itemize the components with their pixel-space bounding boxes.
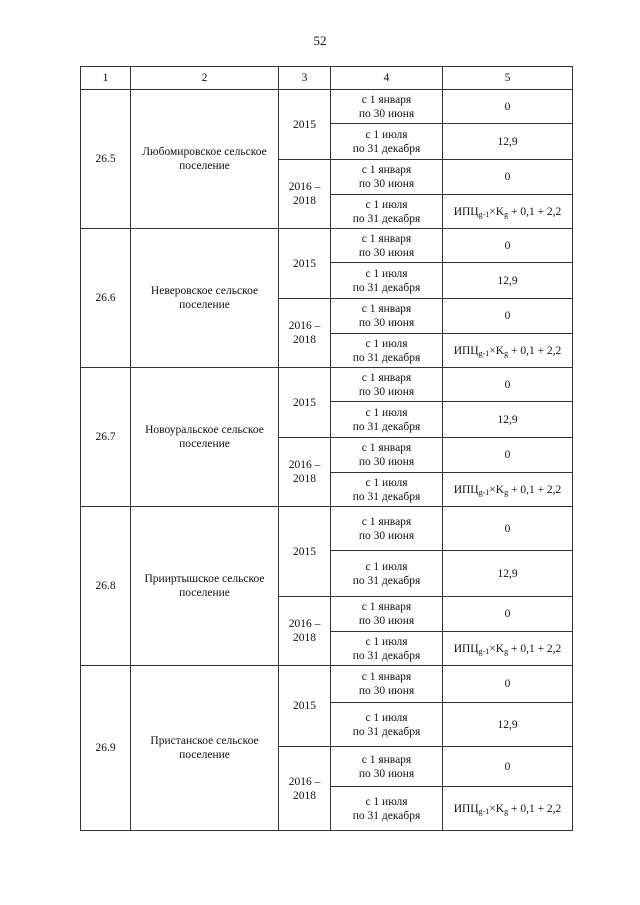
formula-subscript-prev: g-1	[478, 209, 490, 219]
formula-suffix: + 0,1 + 2,2	[508, 642, 562, 655]
settlement-name: Прииртышское сельское поселение	[131, 507, 279, 666]
formula-subscript-prev: g-1	[478, 646, 490, 656]
settlement-name: Неверовское сельское поселение	[131, 229, 279, 368]
year-range-cell: 2016 – 2018	[279, 299, 331, 368]
formula-prefix: ИПЦ	[453, 642, 479, 655]
formula-prefix: ИПЦ	[453, 344, 479, 357]
period-cell: с 1 июля по 31 декабря	[331, 703, 443, 747]
value-cell: 0	[443, 507, 573, 551]
year-cell: 2015	[279, 229, 331, 299]
value-cell: 0	[443, 368, 573, 402]
value-cell: 0	[443, 160, 573, 195]
period-cell: с 1 января по 30 июня	[331, 597, 443, 632]
formula-subscript-prev: g-1	[478, 487, 490, 497]
header-col-3: 3	[279, 67, 331, 90]
year-cell: 2015	[279, 368, 331, 438]
formula-mid: ×K	[489, 344, 505, 357]
section-code: 26.5	[81, 90, 131, 229]
section-code: 26.9	[81, 666, 131, 831]
formula-cell	[443, 632, 573, 666]
settlement-name: Любомировское сельское поселение	[131, 90, 279, 229]
formula-subscript-prev: g-1	[478, 806, 490, 816]
year-range-cell: 2016 – 2018	[279, 747, 331, 831]
year-range-cell: 2016 – 2018	[279, 438, 331, 507]
period-cell: с 1 июля по 31 декабря	[331, 787, 443, 831]
table-row	[81, 507, 573, 551]
year-cell: 2015	[279, 666, 331, 747]
value-cell: 12,9	[443, 703, 573, 747]
period-cell: с 1 января по 30 июня	[331, 299, 443, 334]
formula-prefix: ИПЦ	[453, 483, 479, 496]
period-cell: с 1 июля по 31 декабря	[331, 124, 443, 160]
value-cell: 0	[443, 229, 573, 263]
formula-suffix: + 0,1 + 2,2	[508, 483, 562, 496]
period-cell: с 1 июля по 31 декабря	[331, 402, 443, 438]
header-col-5: 5	[443, 67, 573, 90]
period-cell: с 1 июля по 31 декабря	[331, 334, 443, 368]
period-cell: с 1 июля по 31 декабря	[331, 195, 443, 229]
year-range-cell: 2016 – 2018	[279, 160, 331, 229]
value-cell: 0	[443, 747, 573, 787]
formula-mid: ×K	[489, 483, 505, 496]
header-col-2: 2	[131, 67, 279, 90]
formula-prefix: ИПЦ	[453, 205, 479, 218]
period-cell: с 1 января по 30 июня	[331, 160, 443, 195]
formula-mid: ×K	[489, 642, 505, 655]
formula-cell	[443, 787, 573, 831]
value-cell: 12,9	[443, 402, 573, 438]
header-row	[81, 67, 573, 90]
value-cell: 12,9	[443, 263, 573, 299]
formula-suffix: + 0,1 + 2,2	[508, 205, 562, 218]
formula-subscript-g: g	[504, 487, 509, 497]
value-cell: 0	[443, 90, 573, 124]
period-cell: с 1 января по 30 июня	[331, 507, 443, 551]
formula-subscript-g: g	[504, 646, 509, 656]
section-code: 26.6	[81, 229, 131, 368]
formula-suffix: + 0,1 + 2,2	[508, 344, 562, 357]
formula-subscript-prev: g-1	[478, 348, 490, 358]
table-row	[81, 666, 573, 703]
period-cell: с 1 июля по 31 декабря	[331, 632, 443, 666]
period-cell: с 1 января по 30 июня	[331, 747, 443, 787]
period-cell: с 1 июля по 31 декабря	[331, 551, 443, 597]
year-cell: 2015	[279, 507, 331, 597]
period-cell: с 1 января по 30 июня	[331, 438, 443, 473]
settlement-name: Новоуральское сельское поселение	[131, 368, 279, 507]
formula-cell	[443, 195, 573, 229]
section-code: 26.7	[81, 368, 131, 507]
settlement-name: Пристанское сельское поселение	[131, 666, 279, 831]
formula-mid: ×K	[489, 802, 505, 815]
table-row	[81, 229, 573, 263]
table-body	[81, 90, 573, 831]
year-cell: 2015	[279, 90, 331, 160]
formula-subscript-g: g	[504, 209, 509, 219]
period-cell: с 1 июля по 31 декабря	[331, 473, 443, 507]
period-cell: с 1 января по 30 июня	[331, 666, 443, 703]
formula-subscript-g: g	[504, 348, 509, 358]
page-number: 52	[313, 33, 327, 48]
year-range-cell: 2016 – 2018	[279, 597, 331, 666]
formula-prefix: ИПЦ	[453, 802, 479, 815]
formula-mid: ×K	[489, 205, 505, 218]
value-cell: 0	[443, 299, 573, 334]
value-cell: 0	[443, 597, 573, 632]
period-cell: с 1 января по 30 июня	[331, 90, 443, 124]
period-cell: с 1 января по 30 июня	[331, 368, 443, 402]
value-cell: 0	[443, 438, 573, 473]
section-code: 26.8	[81, 507, 131, 666]
period-cell: с 1 января по 30 июня	[331, 229, 443, 263]
period-cell: с 1 июля по 31 декабря	[331, 263, 443, 299]
table-row	[81, 90, 573, 124]
formula-cell	[443, 334, 573, 368]
value-cell: 0	[443, 666, 573, 703]
value-cell: 12,9	[443, 551, 573, 597]
value-cell: 12,9	[443, 124, 573, 160]
formula-subscript-g: g	[504, 806, 509, 816]
table-row	[81, 368, 573, 402]
header-col-4: 4	[331, 67, 443, 90]
formula-suffix: + 0,1 + 2,2	[508, 802, 562, 815]
formula-cell	[443, 473, 573, 507]
header-col-1: 1	[81, 67, 131, 90]
tariff-table	[80, 66, 573, 831]
